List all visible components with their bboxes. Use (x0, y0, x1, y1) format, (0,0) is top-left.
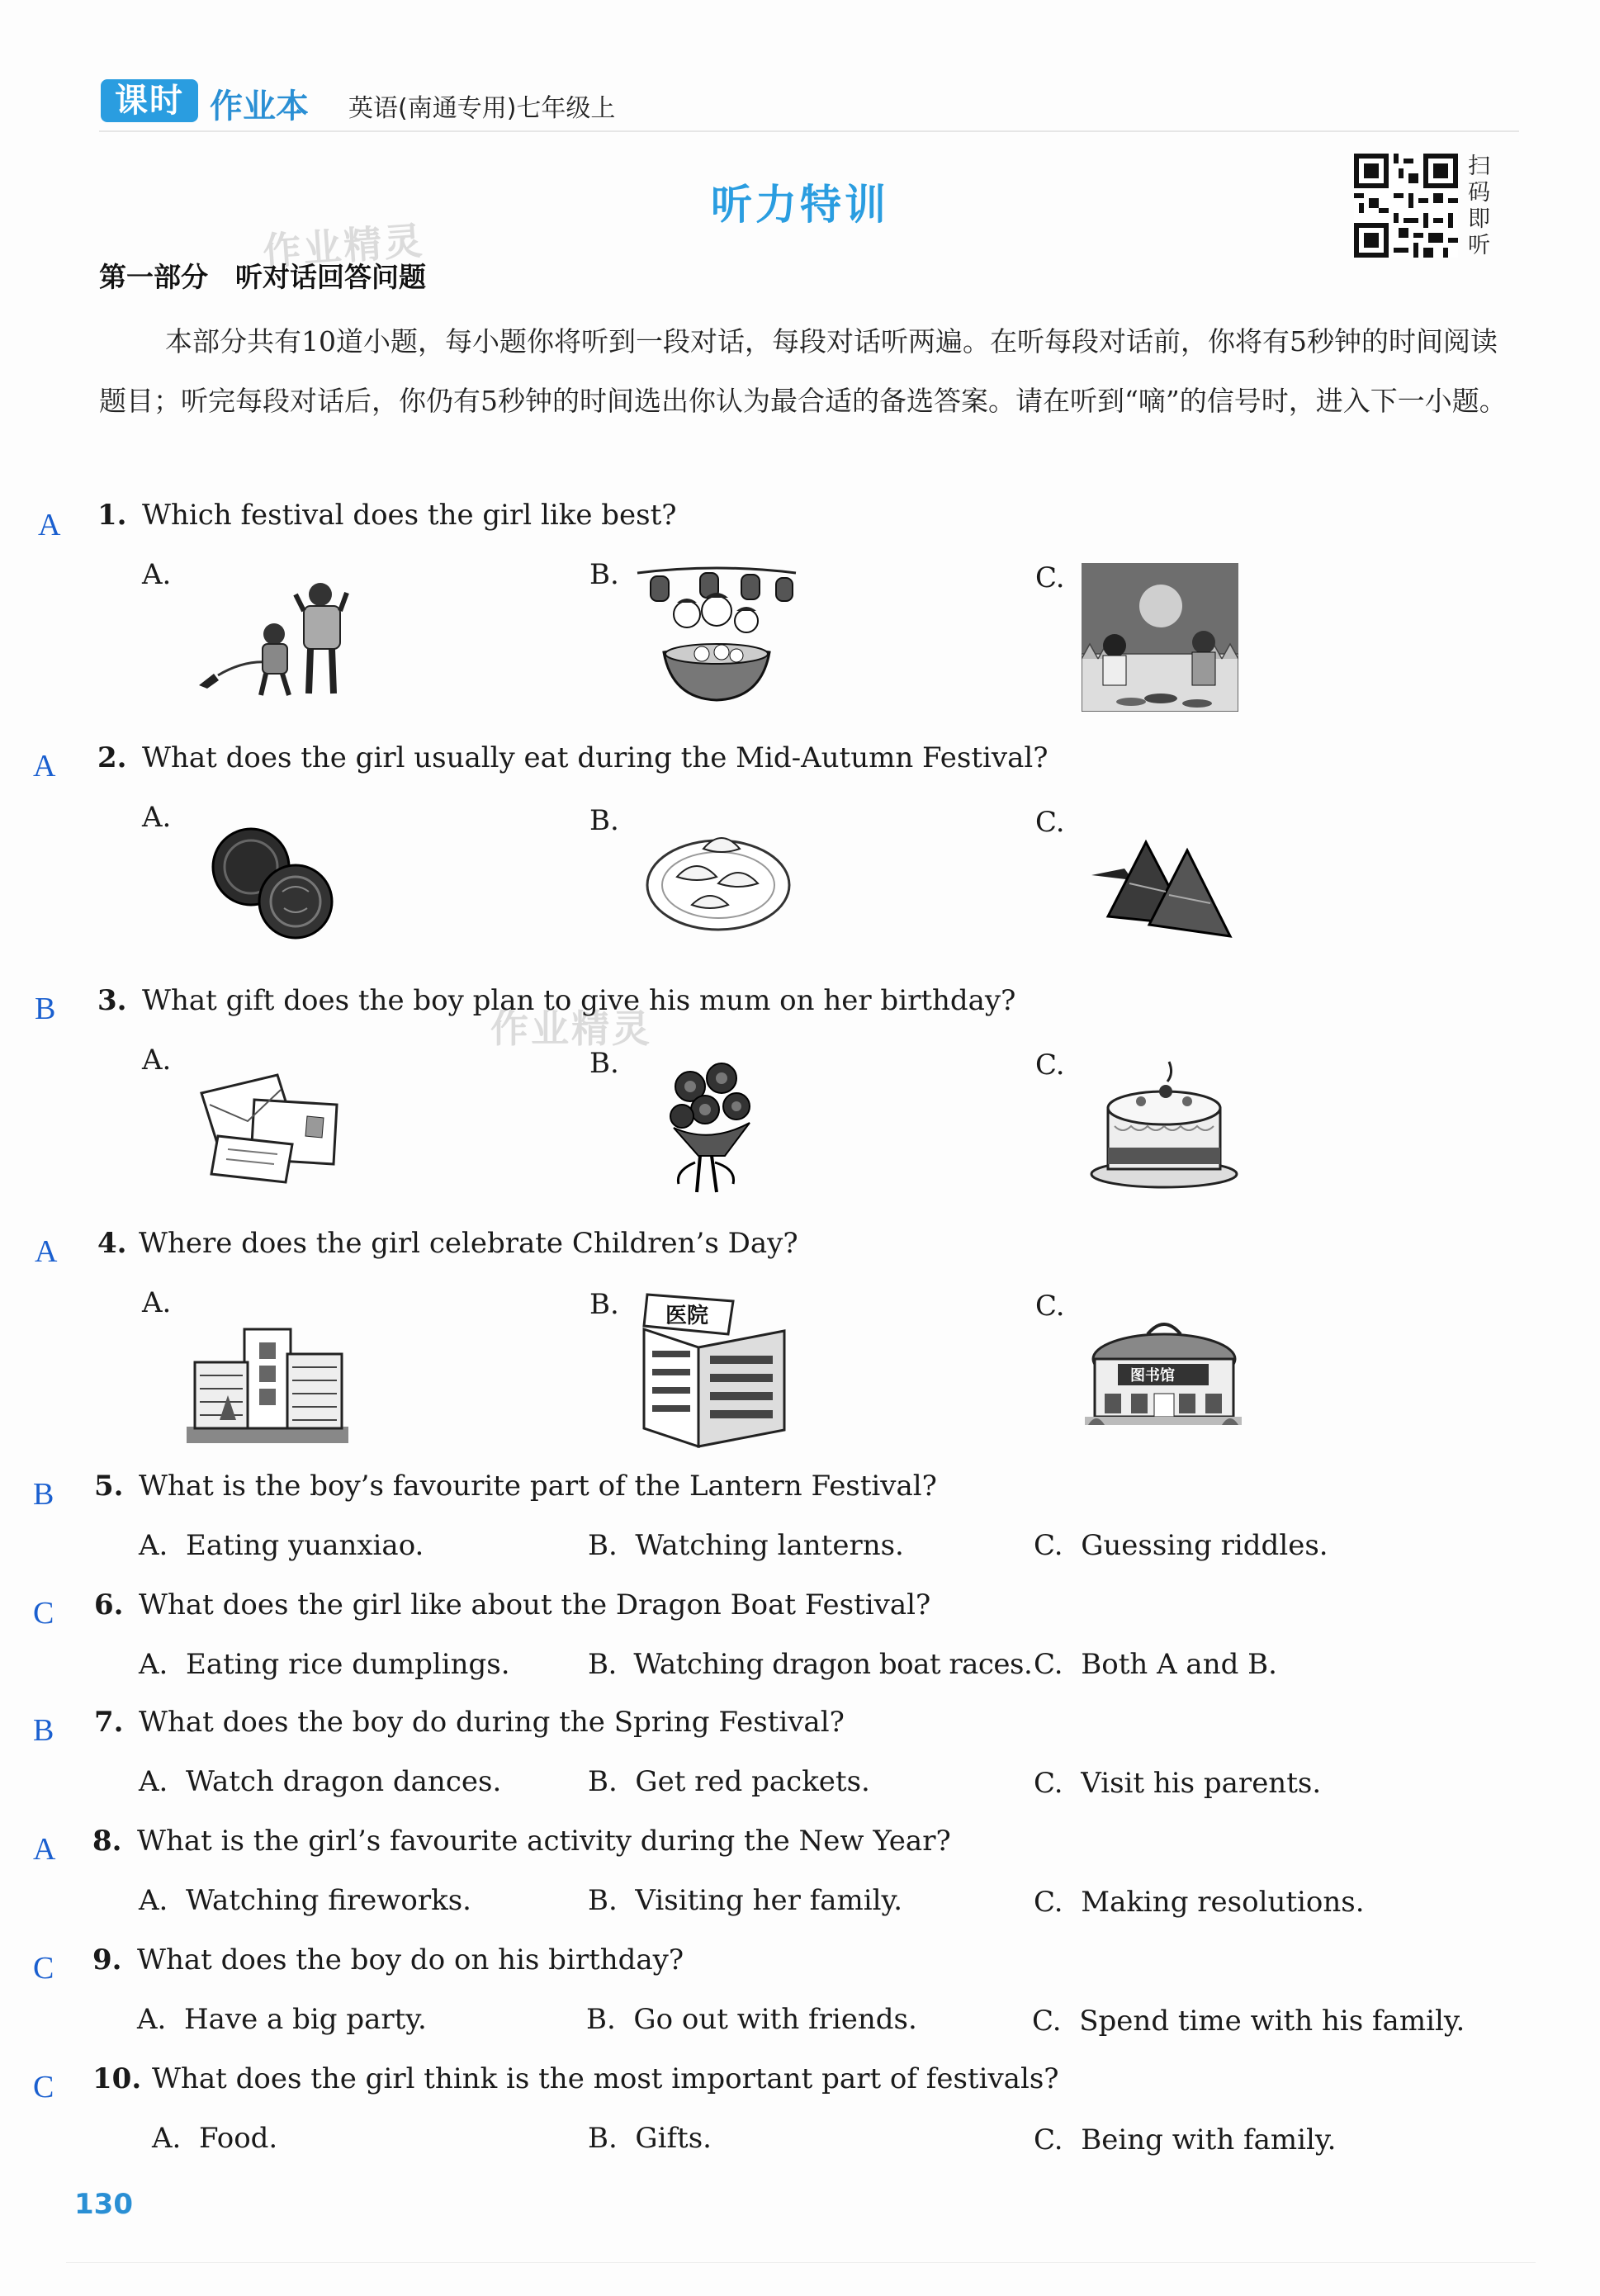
answer-mark: A (33, 749, 56, 783)
option-c[interactable]: C. Being with family. (1034, 2123, 1337, 2156)
question-text: What does the girl think is the most important part of festivals? (152, 2062, 1059, 2095)
instructions: 本部分共有10道小题，每小题你将听到一段对话，每段对话听两遍。在听每段对话前，你将有5秒钟的时间阅读题目；听完每段对话后，你仍有5秒钟的时间选出你认为最合适的备选答案。请在听到“嘀”的信号时，进入下一小题。 (99, 325, 1507, 417)
header-divider (99, 130, 1519, 132)
option-c[interactable]: C. Spend time with his family. (1032, 2005, 1465, 2038)
greeting-cards-picture[interactable] (196, 1067, 348, 1187)
brand-logo: 课时 (101, 79, 198, 122)
option-a[interactable]: A. Have a big party. (137, 2003, 427, 2036)
hospital-picture[interactable] (636, 1291, 793, 1448)
option-b[interactable]: B. Watching lanterns. (588, 1529, 904, 1562)
book-info: 英语(南通专用)七年级上 (348, 94, 616, 123)
question-text: What does the girl like about the Dragon Boat Festival? (139, 1588, 931, 1621)
qr-code-icon[interactable] (1354, 154, 1458, 258)
option-b-label[interactable]: B. (589, 1047, 619, 1080)
question-text: What is the girl’s favourite activity during the New Year? (137, 1825, 951, 1858)
question-number: 8. (92, 1825, 122, 1858)
lantern-family-picture[interactable] (636, 561, 798, 707)
option-a-label[interactable]: A. (142, 801, 172, 834)
birthday-cake-picture[interactable] (1090, 1058, 1238, 1191)
option-a-label[interactable]: A. (142, 1286, 172, 1319)
option-a-label[interactable]: A. (142, 1044, 172, 1077)
option-b-label[interactable]: B. (589, 558, 619, 591)
option-c-label[interactable]: C. (1035, 561, 1065, 594)
option-c-label[interactable]: C. (1035, 1049, 1065, 1082)
firecracker-kids-picture[interactable] (195, 578, 360, 702)
option-c[interactable]: C. Both A and B. (1034, 1648, 1277, 1681)
option-b[interactable]: B. Get red packets. (588, 1765, 870, 1798)
question-number: 10. (92, 2062, 142, 2095)
question-number: 7. (94, 1706, 124, 1739)
flowers-picture[interactable] (657, 1057, 764, 1197)
answer-mark: A (38, 508, 61, 542)
library-picture[interactable] (1085, 1318, 1242, 1442)
answer-mark: C (33, 2070, 54, 2104)
question-number: 4. (97, 1227, 127, 1260)
option-a[interactable]: A. Eating yuanxiao. (139, 1529, 424, 1562)
option-b[interactable]: B. Gifts. (588, 2122, 712, 2155)
library-sign: 图书馆 (1130, 1367, 1175, 1385)
question-text: What is the boy’s favourite part of the Lantern Festival? (139, 1470, 937, 1503)
option-c[interactable]: C. Making resolutions. (1034, 1886, 1365, 1919)
zongzi-picture[interactable] (1083, 826, 1240, 941)
option-c-label[interactable]: C. (1035, 806, 1065, 839)
answer-mark: A (35, 1234, 58, 1269)
option-b[interactable]: B. Visiting her family. (588, 1884, 903, 1917)
watermark: 作业精灵 (490, 1006, 652, 1051)
question-text: What does the boy do during the Spring Festival? (139, 1706, 845, 1739)
answer-mark: C (33, 1596, 54, 1631)
page-title: 听力特训 (711, 181, 889, 229)
question-number: 6. (94, 1588, 124, 1621)
answer-mark: C (33, 1951, 54, 1986)
question-number: 5. (94, 1470, 124, 1503)
page-number: 130 (74, 2188, 133, 2221)
qr-caption: 扫码即听 (1468, 154, 1490, 258)
school-building-picture[interactable] (187, 1321, 348, 1443)
answer-mark: B (33, 1713, 54, 1748)
option-b[interactable]: B. Go out with friends. (586, 2003, 917, 2036)
option-a[interactable]: A. Watch dragon dances. (139, 1765, 502, 1798)
option-a[interactable]: A. Food. (152, 2122, 278, 2155)
brand-name: 作业本 (210, 88, 309, 125)
option-c[interactable]: C. Visit his parents. (1034, 1767, 1322, 1800)
footer-divider (66, 2262, 1536, 2263)
question-text: Where does the girl celebrate Children’s Day? (139, 1227, 798, 1260)
hospital-sign: 医院 (665, 1304, 709, 1328)
dumplings-picture[interactable] (644, 826, 793, 933)
answer-mark: B (33, 1477, 54, 1512)
question-number: 1. (97, 499, 127, 532)
watermark: 作业精灵 (261, 218, 426, 274)
answer-mark: A (33, 1832, 56, 1867)
option-b[interactable]: B. Watching dragon boat races. (588, 1648, 1033, 1681)
option-c-label[interactable]: C. (1035, 1290, 1065, 1323)
question-text: What does the girl usually eat during the Mid-Autumn Festival? (142, 741, 1049, 774)
question-number: 2. (97, 741, 127, 774)
option-a-label[interactable]: A. (142, 558, 172, 591)
option-b-label[interactable]: B. (589, 1288, 619, 1321)
question-number: 3. (97, 984, 127, 1017)
option-b-label[interactable]: B. (589, 804, 619, 837)
part-heading: 第一部分 听对话回答问题 (99, 261, 426, 293)
option-c[interactable]: C. Guessing riddles. (1034, 1529, 1328, 1562)
question-text: Which festival does the girl like best? (142, 499, 677, 532)
mid-autumn-moon-picture[interactable] (1082, 563, 1238, 712)
question-number: 9. (92, 1943, 122, 1976)
question-text: What gift does the boy plan to give his mum on her birthday? (142, 984, 1016, 1017)
option-a[interactable]: A. Eating rice dumplings. (139, 1648, 510, 1681)
mooncake-picture[interactable] (208, 826, 340, 941)
question-text: What does the boy do on his birthday? (137, 1943, 684, 1976)
option-a[interactable]: A. Watching fireworks. (139, 1884, 471, 1917)
answer-mark: B (35, 992, 56, 1026)
